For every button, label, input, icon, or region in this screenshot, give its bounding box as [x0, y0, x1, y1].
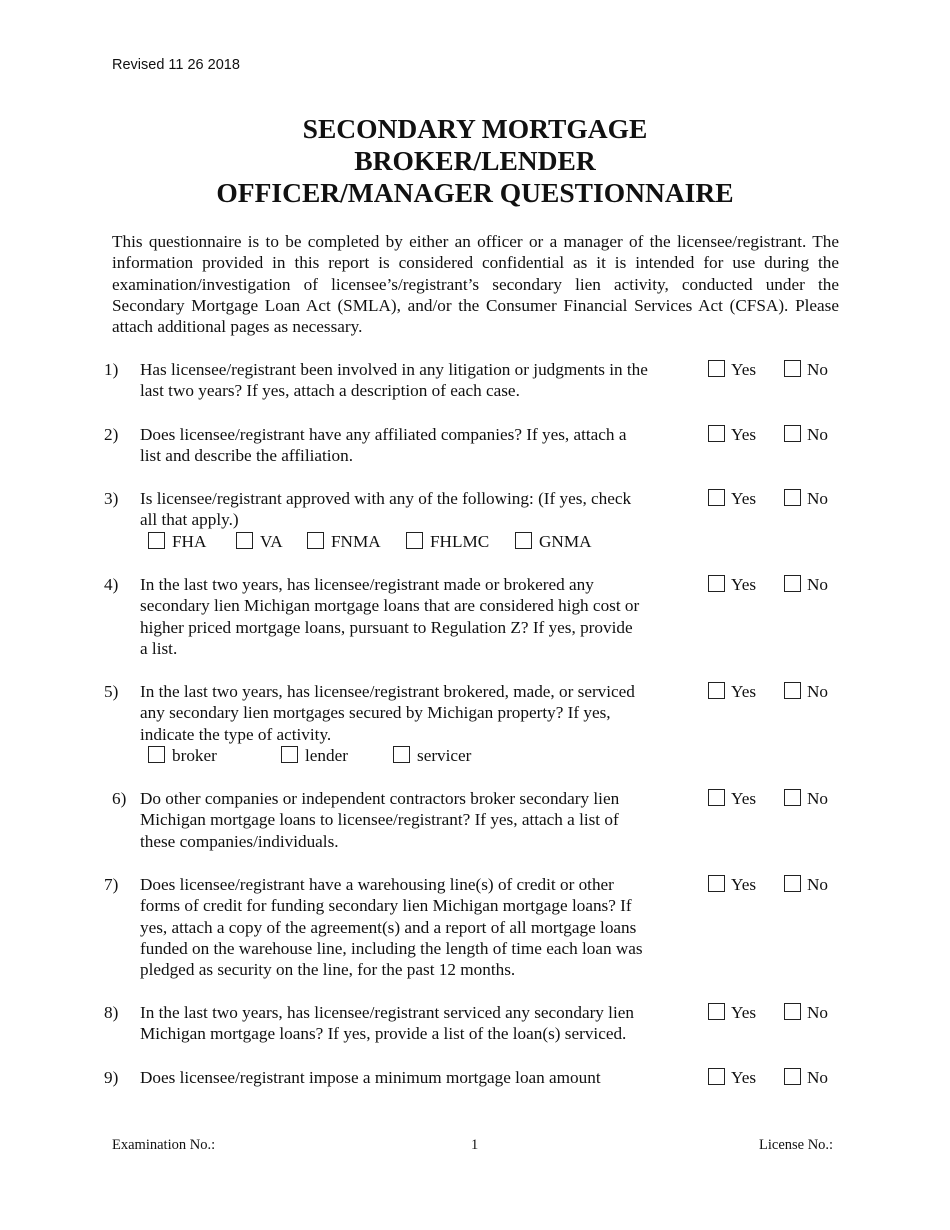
- no-checkbox[interactable]: [784, 875, 801, 892]
- yes-checkbox[interactable]: [708, 1068, 725, 1085]
- yes-checkbox[interactable]: [708, 1003, 725, 1020]
- question-text-line: Does licensee/registrant have a warehousing line(s) of credit or other: [140, 875, 614, 894]
- question-text-line: Michigan mortgage loans to licensee/registrant? If yes, attach a list of: [140, 810, 619, 830]
- yes-label: Yes: [731, 1003, 757, 1022]
- question-text: [140, 1002, 695, 1045]
- no-checkbox[interactable]: [784, 360, 801, 377]
- option-fhlmc[interactable]: [406, 531, 489, 552]
- question-number: 1): [104, 360, 119, 379]
- no-option[interactable]: [784, 874, 828, 895]
- option-checkbox[interactable]: [406, 532, 423, 549]
- question-text-line: Does licensee/registrant impose a minimum mortgage loan amount: [140, 1068, 601, 1087]
- yes-checkbox[interactable]: [708, 425, 725, 442]
- yes-checkbox[interactable]: [708, 575, 725, 592]
- question-number: 4): [104, 575, 119, 594]
- option-fha[interactable]: [148, 531, 206, 552]
- option-checkbox[interactable]: [515, 532, 532, 549]
- option-label: broker: [172, 746, 217, 765]
- yes-option[interactable]: [708, 681, 756, 702]
- question-text-line: Is licensee/registrant approved with any of the following: (If yes, check: [140, 489, 632, 508]
- examination-number-label: Examination No.:: [112, 1137, 216, 1153]
- yes-checkbox[interactable]: [708, 489, 725, 506]
- no-option[interactable]: [784, 574, 828, 595]
- no-option[interactable]: [784, 788, 828, 809]
- question-text-line: forms of credit for funding secondary lien Michigan mortgage loans? If: [140, 896, 632, 916]
- yes-label: Yes: [731, 489, 757, 508]
- no-label: No: [807, 360, 829, 379]
- question-text: [140, 488, 695, 531]
- question-text-line: Does licensee/registrant have any affiliated companies? If yes, attach a: [140, 425, 627, 444]
- question-text-line: Has licensee/registrant been involved in any litigation or judgments in the: [140, 360, 648, 379]
- no-option[interactable]: [784, 488, 828, 509]
- option-gnma[interactable]: [515, 531, 592, 552]
- question-text-line: Do other companies or independent contractors broker secondary lien: [140, 789, 620, 808]
- option-checkbox[interactable]: [307, 532, 324, 549]
- question-text-line: last two years? If yes, attach a description of each case.: [140, 381, 520, 401]
- option-va[interactable]: [236, 531, 283, 552]
- question-number: 9): [104, 1068, 119, 1087]
- yes-option[interactable]: [708, 1002, 756, 1023]
- question-text-line: indicate the type of activity.: [140, 724, 332, 744]
- question-text: [140, 574, 695, 659]
- question-text-line: yes, attach a copy of the agreement(s) and a report of all mortgage loans: [140, 917, 637, 937]
- page-number: 1: [471, 1137, 479, 1153]
- intro-paragraph: This questionnaire is to be completed by either an officer or a manager of the licensee/registrant. The information provided in this report is considered confidential as it is intended for use during the examination/investigation of licensee’s/registrant’s secondary lien activity, conducted under the Secondary Mortgage Loan Act (SMLA), and/or the Consumer Financial Services Act (CFSA). Please attach additional pages as necessary.: [112, 232, 839, 337]
- option-checkbox[interactable]: [281, 746, 298, 763]
- no-label: No: [807, 575, 829, 594]
- option-fnma[interactable]: [307, 531, 381, 552]
- no-option[interactable]: [784, 1002, 828, 1023]
- option-checkbox[interactable]: [393, 746, 410, 763]
- revision-date: Revised 11 26 2018: [112, 57, 240, 73]
- question-text-line: these companies/individuals.: [140, 831, 339, 851]
- option-label: FHA: [172, 532, 207, 551]
- question-text-line: a list.: [140, 638, 178, 658]
- question-text-line: pledged as security on the line, for the past 12 months.: [140, 960, 516, 980]
- page-title: [0, 113, 950, 209]
- option-label: GNMA: [539, 532, 592, 551]
- question-text: [140, 424, 695, 467]
- no-checkbox[interactable]: [784, 575, 801, 592]
- yes-option[interactable]: [708, 424, 756, 445]
- yes-option[interactable]: [708, 359, 756, 380]
- yes-label: Yes: [731, 789, 757, 808]
- no-option[interactable]: [784, 1067, 828, 1088]
- no-label: No: [807, 875, 829, 894]
- yes-option[interactable]: [708, 874, 756, 895]
- yes-label: Yes: [731, 1068, 757, 1087]
- yes-label: Yes: [731, 875, 757, 894]
- question-text-line: list and describe the affiliation.: [140, 446, 354, 466]
- yes-option[interactable]: [708, 488, 756, 509]
- yes-checkbox[interactable]: [708, 682, 725, 699]
- no-option[interactable]: [784, 359, 828, 380]
- yes-option[interactable]: [708, 1067, 756, 1088]
- yes-label: Yes: [731, 360, 757, 379]
- option-checkbox[interactable]: [236, 532, 253, 549]
- no-option[interactable]: [784, 424, 828, 445]
- question-text: [140, 1067, 695, 1088]
- no-option[interactable]: [784, 681, 828, 702]
- no-label: No: [807, 1068, 829, 1087]
- question-number: 6): [112, 789, 127, 808]
- option-label: servicer: [417, 746, 472, 765]
- question-text-line: In the last two years, has licensee/registrant brokered, made, or serviced: [140, 682, 635, 701]
- question-text: [140, 681, 695, 745]
- no-checkbox[interactable]: [784, 1003, 801, 1020]
- option-servicer[interactable]: [393, 745, 471, 766]
- option-lender[interactable]: [281, 745, 348, 766]
- option-label: FHLMC: [430, 532, 490, 551]
- question-text-line: secondary lien Michigan mortgage loans that are considered high cost or: [140, 596, 640, 616]
- no-checkbox[interactable]: [784, 425, 801, 442]
- question-text-line: In the last two years, has licensee/registrant made or brokered any: [140, 575, 594, 594]
- no-label: No: [807, 789, 829, 808]
- no-label: No: [807, 489, 829, 508]
- no-label: No: [807, 1003, 829, 1022]
- option-broker[interactable]: [148, 745, 217, 766]
- question-text-line: all that apply.): [140, 510, 239, 530]
- yes-label: Yes: [731, 425, 757, 444]
- yes-checkbox[interactable]: [708, 360, 725, 377]
- question-text-line: funded on the warehouse line, including the length of time each loan was: [140, 938, 643, 958]
- question-number: 8): [104, 1003, 119, 1022]
- question-number: 3): [104, 489, 119, 508]
- title-line-3: OFFICER/MANAGER QUESTIONNAIRE: [216, 177, 734, 208]
- option-label: VA: [260, 532, 283, 551]
- option-label: FNMA: [331, 532, 381, 551]
- question-number: 2): [104, 425, 119, 444]
- no-checkbox[interactable]: [784, 489, 801, 506]
- option-checkbox[interactable]: [148, 746, 165, 763]
- question-number: 5): [104, 682, 119, 701]
- question-text: [140, 788, 695, 852]
- yes-checkbox[interactable]: [708, 875, 725, 892]
- no-checkbox[interactable]: [784, 682, 801, 699]
- yes-label: Yes: [731, 682, 757, 701]
- question-text-line: any secondary lien mortgages secured by Michigan property? If yes,: [140, 703, 611, 723]
- title-line-2: BROKER/LENDER: [354, 145, 596, 176]
- question-text-line: Michigan mortgage loans? If yes, provide a list of the loan(s) serviced.: [140, 1024, 627, 1044]
- question-text: [140, 359, 695, 402]
- yes-option[interactable]: [708, 574, 756, 595]
- no-label: No: [807, 425, 829, 444]
- no-checkbox[interactable]: [784, 789, 801, 806]
- yes-checkbox[interactable]: [708, 789, 725, 806]
- no-checkbox[interactable]: [784, 1068, 801, 1085]
- yes-option[interactable]: [708, 788, 756, 809]
- no-label: No: [807, 682, 829, 701]
- title-line-1: SECONDARY MORTGAGE: [302, 113, 648, 144]
- question-text-line: higher priced mortgage loans, pursuant to Regulation Z? If yes, provide: [140, 617, 633, 637]
- question-text-line: In the last two years, has licensee/registrant serviced any secondary lien: [140, 1003, 634, 1022]
- yes-label: Yes: [731, 575, 757, 594]
- license-number-label: License No.:: [759, 1137, 834, 1153]
- question-text: [140, 874, 695, 980]
- option-checkbox[interactable]: [148, 532, 165, 549]
- option-label: lender: [305, 746, 348, 765]
- question-number: 7): [104, 875, 119, 894]
